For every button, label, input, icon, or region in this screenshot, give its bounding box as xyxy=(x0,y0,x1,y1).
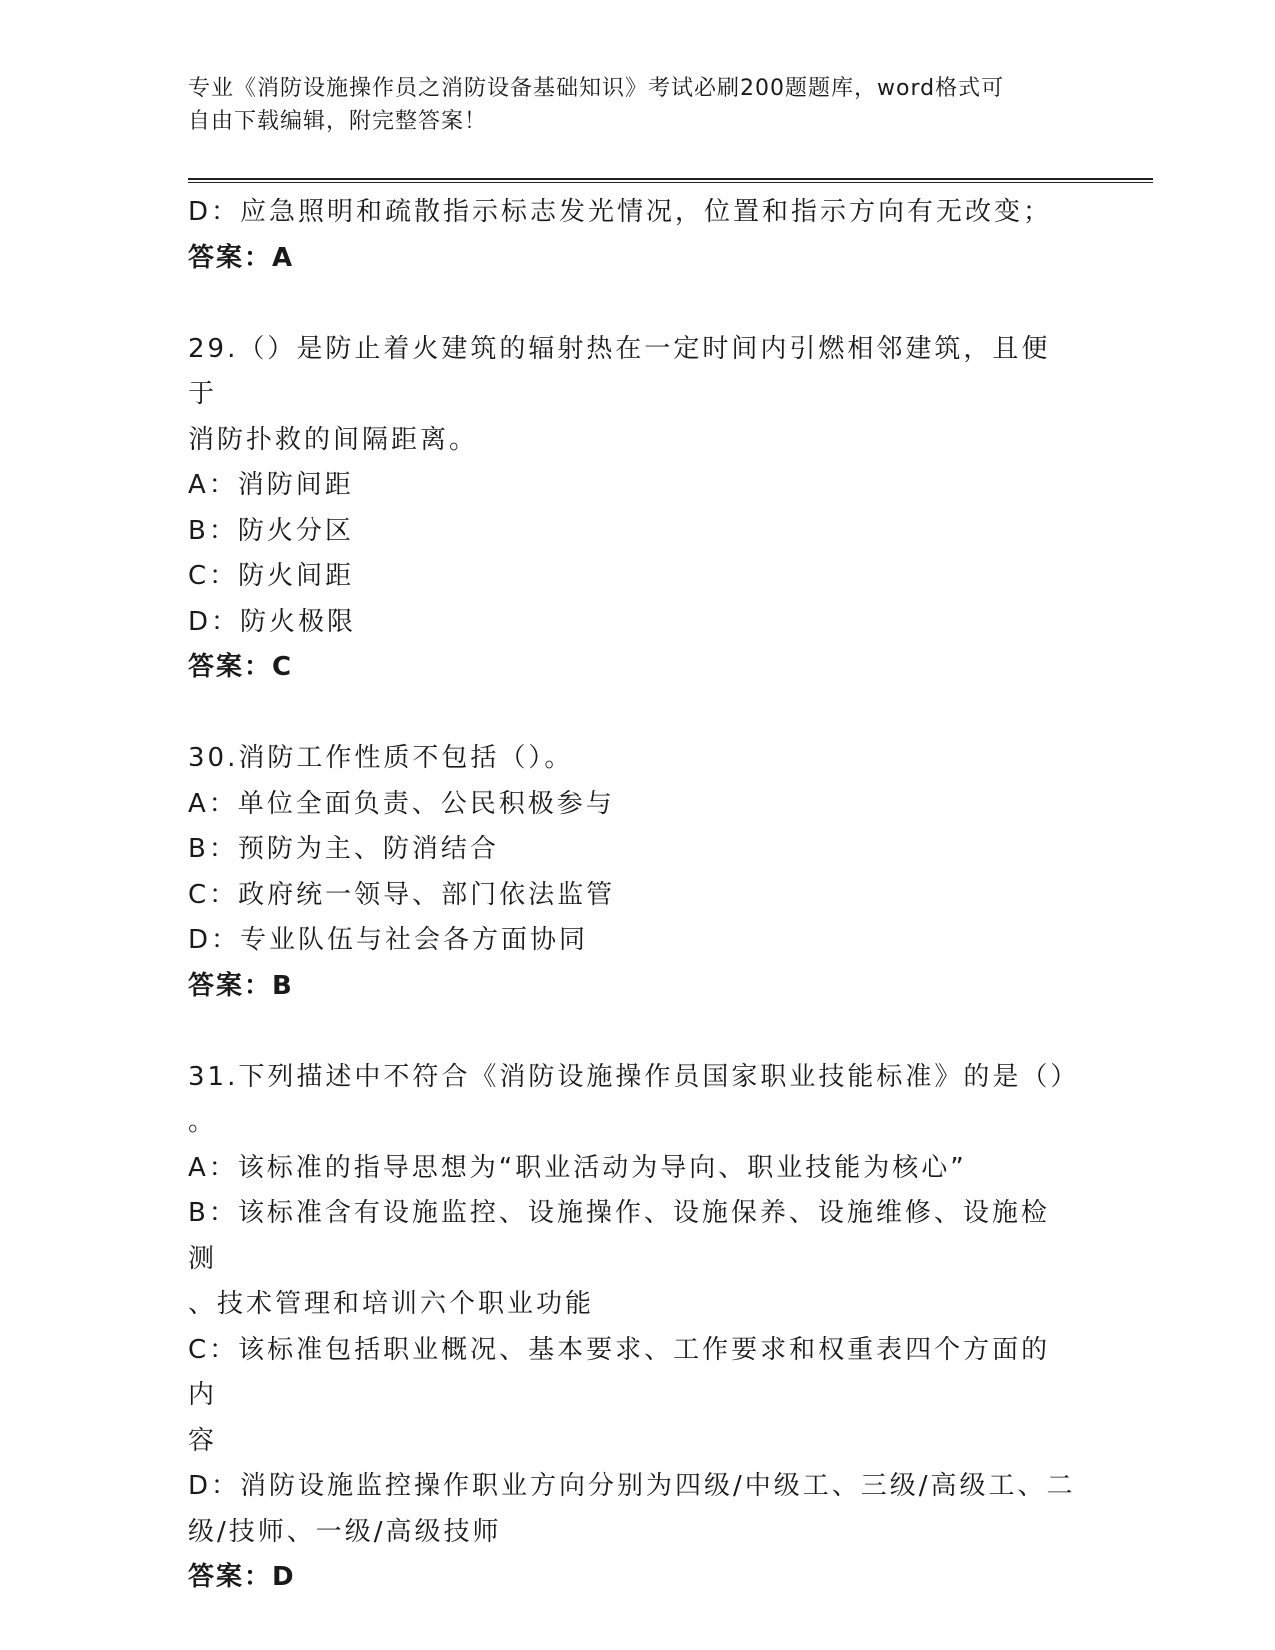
question-gap xyxy=(188,281,1078,327)
question-31-option-b-line-1: B：该标准含有设施监控、设施操作、设施保养、设施维修、设施检测 xyxy=(188,1198,1050,1274)
question-31-stem-line-2: 。 xyxy=(188,1107,218,1137)
question-30-option-d: D：专业队伍与社会各方面协同 xyxy=(188,925,589,955)
question-29-option-c: C：防火间距 xyxy=(188,561,355,591)
page-header xyxy=(188,72,1068,138)
question-29 xyxy=(188,327,1078,691)
question-31-option-a: A：该标准的指导思想为“职业活动为导向、职业技能为核心” xyxy=(188,1152,967,1183)
question-31-option-b-line-2: 、技术管理和培训六个职业功能 xyxy=(188,1289,595,1319)
question-31-answer: 答案：D xyxy=(188,1562,296,1592)
question-31-option-c-line-1: C：该标准包括职业概况、基本要求、工作要求和权重表四个方面的内 xyxy=(188,1334,1051,1410)
answer-continued: 答案：A xyxy=(188,242,295,273)
question-30-option-c: C：政府统一领导、部门依法监管 xyxy=(188,879,616,910)
question-gap xyxy=(188,1009,1078,1055)
question-31 xyxy=(188,1055,1078,1601)
question-29-option-b: B：防火分区 xyxy=(188,515,354,546)
question-31-option-d-line-2: 级/技师、一级/高级技师 xyxy=(188,1516,502,1547)
question-29-stem-line-1: 29.（）是防止着火建筑的辐射热在一定时间内引燃相邻建筑，且便于 xyxy=(188,333,1051,409)
header-line-1: 专业《消防设施操作员之消防设备基础知识》考试必刷200题题库，word格式可 xyxy=(188,76,1005,101)
question-30-option-b: B：预防为主、防消结合 xyxy=(188,834,499,864)
question-31-stem-line-1: 31.下列描述中不符合《消防设施操作员国家职业技能标准》的是（） xyxy=(188,1061,1080,1092)
question-content xyxy=(188,190,1078,1601)
header-line-2: 自由下载编辑，附完整答案！ xyxy=(188,109,488,134)
question-30 xyxy=(188,736,1078,1009)
question-29-answer: 答案：C xyxy=(188,652,294,682)
question-29-option-a: A：消防间距 xyxy=(188,470,354,500)
option-d-continued: D：应急照明和疏散指示标志发光情况，位置和指示方向有无改变； xyxy=(188,197,1053,227)
question-31-option-c-line-2: 容 xyxy=(188,1425,218,1456)
question-31-option-d-line-1: D：消防设施监控操作职业方向分别为四级/中级工、三级/高级工、二 xyxy=(188,1471,1076,1501)
question-30-answer: 答案：B xyxy=(188,970,294,1001)
question-29-option-d: D：防火极限 xyxy=(188,606,357,637)
question-29-stem-line-2: 消防扑救的间隔距离。 xyxy=(188,424,479,455)
question-gap xyxy=(188,691,1078,737)
header-divider xyxy=(188,178,1153,183)
question-30-option-a: A：单位全面负责、公民积极参与 xyxy=(188,788,615,819)
question-30-stem: 30.消防工作性质不包括（）。 xyxy=(188,743,574,773)
